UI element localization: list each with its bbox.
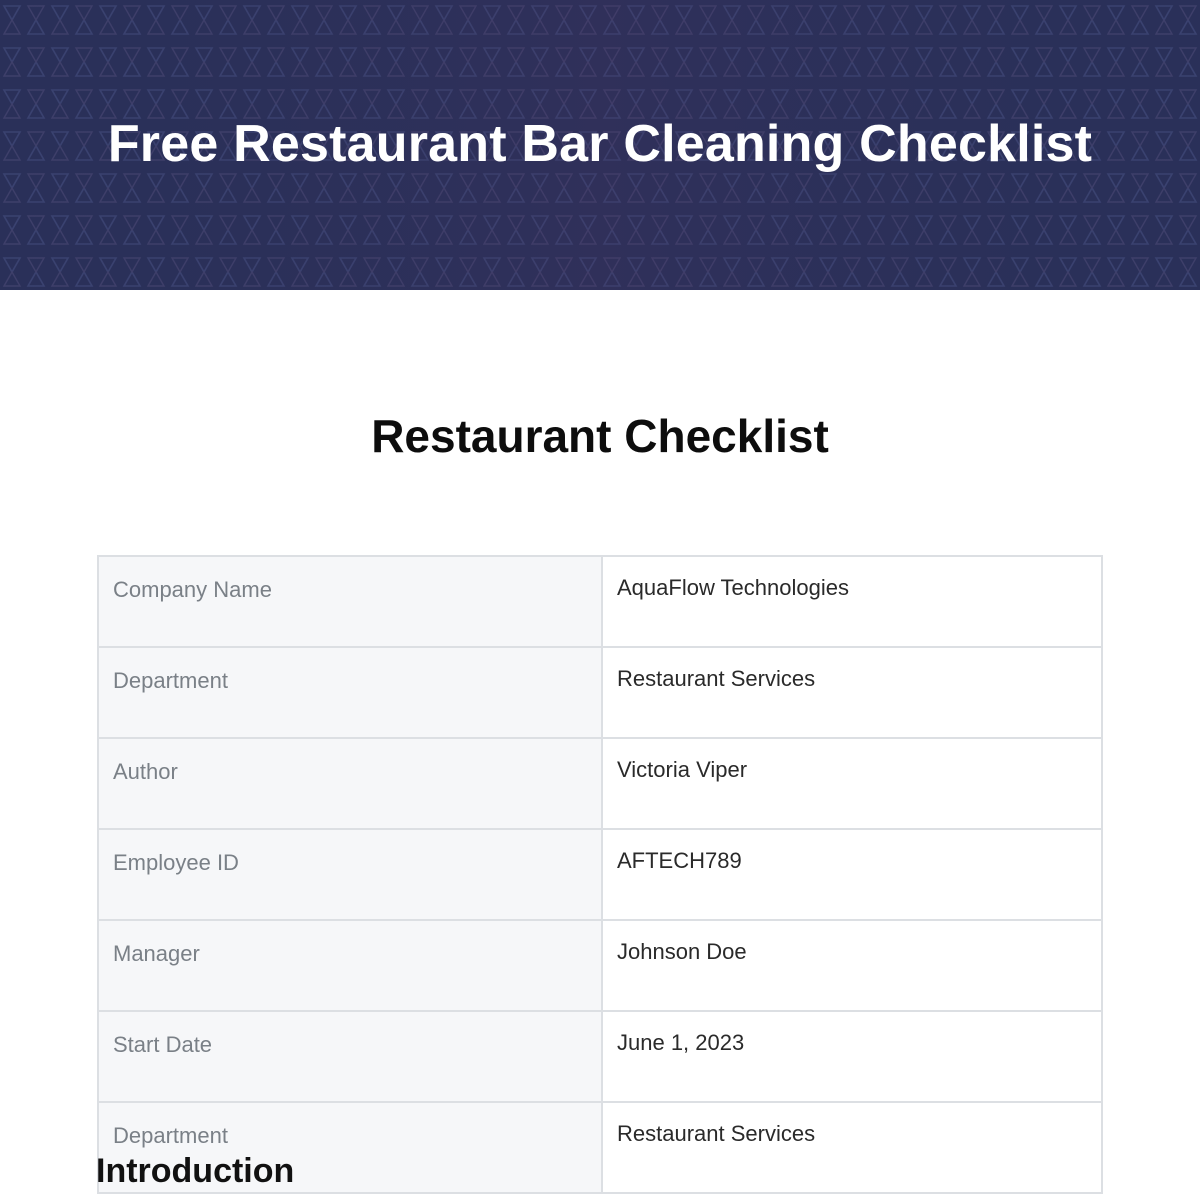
row-value: AquaFlow Technologies <box>602 556 1102 647</box>
row-label: Start Date <box>98 1011 602 1102</box>
document-title: Restaurant Checklist <box>371 410 829 462</box>
row-label: Manager <box>98 920 602 1011</box>
row-value: Victoria Viper <box>602 738 1102 829</box>
row-value: AFTECH789 <box>602 829 1102 920</box>
row-label: Author <box>98 738 602 829</box>
table-row <box>98 647 1102 738</box>
table-row <box>98 920 1102 1011</box>
info-table <box>97 555 1103 1194</box>
table-row <box>98 829 1102 920</box>
banner-title: Free Restaurant Bar Cleaning Checklist <box>107 115 1093 173</box>
header-banner <box>0 0 1200 290</box>
row-value: Restaurant Services <box>602 647 1102 738</box>
row-label: Company Name <box>98 556 602 647</box>
row-value: Restaurant Services <box>602 1102 1102 1193</box>
row-value: Johnson Doe <box>602 920 1102 1011</box>
table-row <box>98 556 1102 647</box>
row-label: Employee ID <box>98 829 602 920</box>
introduction-heading: Introduction <box>96 1152 295 1190</box>
row-label: Department <box>98 1102 602 1193</box>
row-value: June 1, 2023 <box>602 1011 1102 1102</box>
table-row <box>98 738 1102 829</box>
table-row <box>98 1011 1102 1102</box>
row-label: Department <box>98 647 602 738</box>
